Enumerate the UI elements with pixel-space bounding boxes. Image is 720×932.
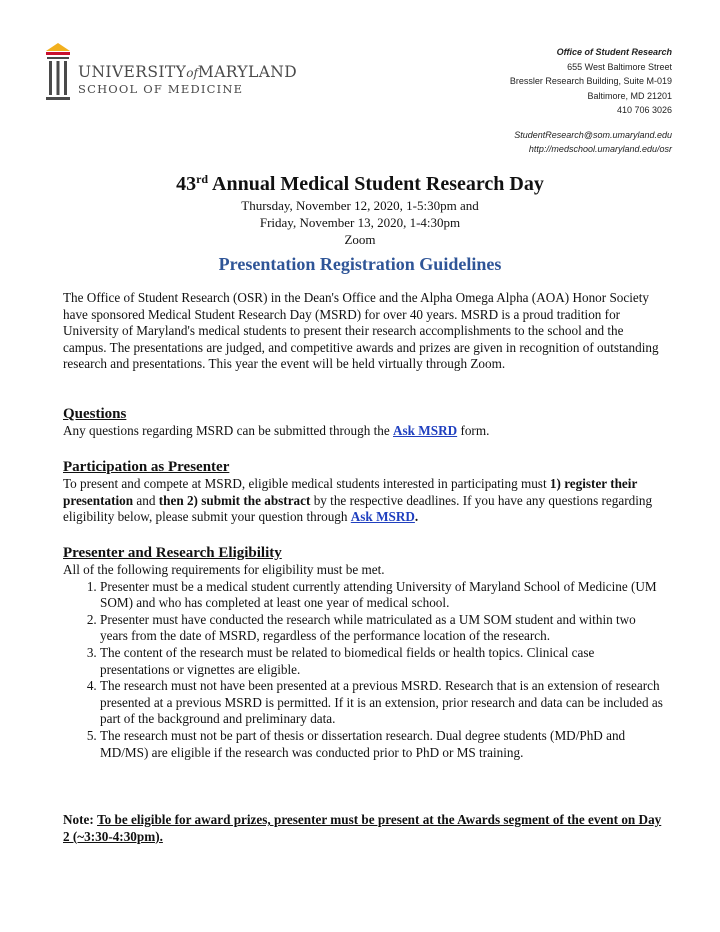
list-item: 5. The research must not be part of thesis or dissertation research. Dual degree students (MD/PhD and MD/MS) are eligible if the research was conducted prior to PhD or MS training. — [100, 728, 663, 761]
umb-pillar-logo-icon — [44, 41, 72, 105]
event-title-block — [0, 166, 720, 248]
participation-section — [63, 458, 663, 526]
eligibility-lead: All of the following requirements for eligibility must be met. — [63, 562, 385, 577]
award-note: Note: To be eligible for award prizes, presenter must be present at the Awards segment of the event on Day 2 (~3:30-4:30pm). — [63, 812, 662, 844]
list-item: 2. Presenter must have conducted the research while matriculated as a UM SOM student and within two years from the date of MSRD, regardless of the performance location of the research. — [100, 612, 663, 645]
list-item: 3. The content of the research must be related to biomedical fields or health topics. Clinical case presentations or vignettes are eligible. — [100, 645, 663, 678]
questions-text: Any questions regarding MSRD can be submitted through the Ask MSRD form. — [63, 423, 490, 438]
event-title: 43rd Annual Medical Student Research Day — [176, 172, 544, 195]
office-name: Office of Student Research — [556, 47, 672, 57]
contact-email[interactable]: StudentResearch@som.umaryland.edu — [514, 129, 672, 140]
event-day-2: Friday, November 13, 2020, 1-4:30pm — [259, 215, 461, 230]
university-logo — [44, 41, 298, 105]
building-address: Bressler Research Building, Suite M-019 — [509, 76, 672, 86]
list-item: 4. The research must not have been presented at a previous MSRD. Research that is an extension of research presented at a previous MSRD is permitted. If it is an extension, prior research and data can be included as part of the background and preliminary data. — [100, 678, 663, 728]
logo-school-name: SCHOOL OF MEDICINE — [78, 82, 244, 96]
eligibility-section — [63, 544, 663, 761]
ask-msrd-link-2[interactable]: Ask MSRD — [350, 509, 415, 525]
logo-university-name: UNIVERSITYofMARYLAND — [78, 63, 298, 81]
guidelines-heading: Presentation Registration Guidelines — [218, 254, 502, 274]
eligibility-list — [63, 579, 663, 762]
city-state-zip: Baltimore, MD 21201 — [587, 90, 672, 101]
questions-heading: Questions — [63, 406, 127, 422]
street-address: 655 West Baltimore Street — [567, 61, 672, 72]
ask-msrd-link[interactable]: Ask MSRD — [393, 423, 458, 438]
office-address-block — [510, 45, 672, 157]
phone-number: 410 706 3026 — [616, 105, 672, 115]
participation-text: To present and compete at MSRD, eligible medical students interested in participating must 1) register their presentation and then 2) submit the abstract by the respective deadlines. If you have any questions regarding eligibility below, please submit your question through Ask MSRD. — [63, 476, 653, 525]
event-day-1: Thursday, November 12, 2020, 1-5:30pm and — [241, 198, 479, 213]
participation-heading: Participation as Presenter — [63, 459, 230, 475]
event-venue: Zoom — [344, 232, 376, 247]
list-item: 1. Presenter must be a medical student currently attending University of Maryland School of Medicine (UM SOM) and who has completed at least one year of medical school. — [100, 579, 663, 612]
intro-paragraph: The Office of Student Research (OSR) in the Dean's Office and the Alpha Omega Alpha (AOA) Honor Society have sponsored Medical Student Research Day (MSRD) for over 40 years. MSRD is a proud tradition for University of Maryland's medical students to present their research accomplishments to the school and the campus. The presentations are judged, and competitive awards and prizes are given in recognition of outstanding research and presentations. This year the event will be held virtually through Zoom. — [63, 290, 659, 372]
questions-section — [63, 405, 663, 440]
eligibility-heading: Presenter and Research Eligibility — [63, 545, 282, 561]
website-url[interactable]: http://medschool.umaryland.edu/osr — [528, 144, 672, 154]
